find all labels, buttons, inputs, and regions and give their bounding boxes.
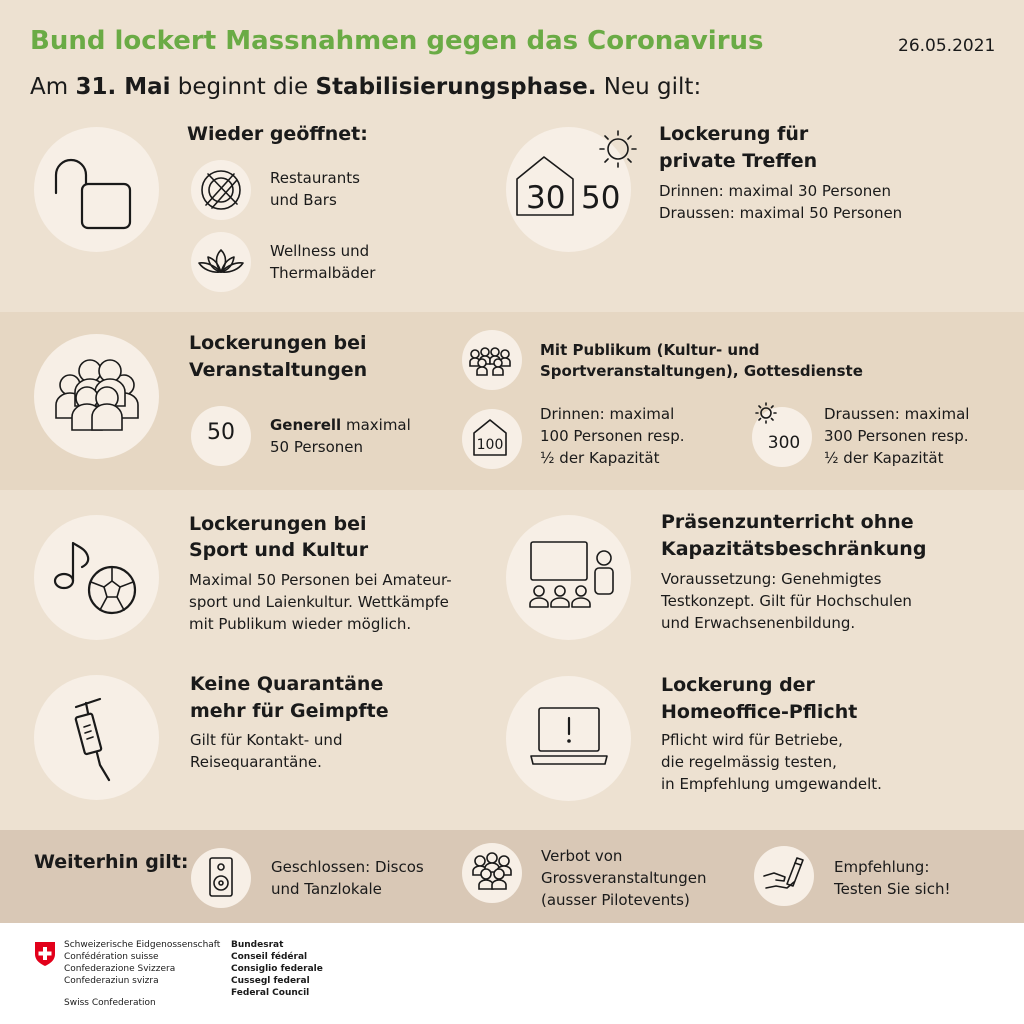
reopened-heading: Wieder geöffnet: — [187, 123, 368, 145]
confederation-fr: Confédération suisse — [64, 952, 159, 962]
open-padlock-icon — [34, 127, 159, 252]
sport-text-3: mit Publikum wieder möglich. — [189, 615, 412, 633]
general-limit-text-1: Generell maximal — [270, 416, 411, 434]
still-valid-label: Weiterhin gilt: — [34, 851, 189, 873]
homeoffice-heading-2: Homeoffice-Pflicht — [661, 701, 858, 723]
federal-council-fr: Conseil fédéral — [231, 952, 308, 962]
audience-text-2: Sportveranstaltungen), Gottesdienste — [540, 362, 863, 380]
events-heading-2: Veranstaltungen — [189, 359, 368, 381]
outdoor-sun-icon — [752, 407, 812, 467]
restaurants-text-2: und Bars — [270, 191, 337, 209]
sport-heading-2: Sport und Kultur — [189, 539, 369, 561]
large-crowd-icon — [462, 843, 522, 903]
crowd-icon — [34, 334, 159, 459]
federal-council-en: Federal Council — [231, 988, 310, 998]
wellness-text-1: Wellness und — [270, 242, 370, 260]
private-outdoor-text: Draussen: maximal 50 Personen — [659, 204, 903, 222]
audience-icon — [462, 330, 522, 390]
ban-text-3: (ausser Pilotevents) — [541, 891, 690, 909]
sport-text-2: sport und Laienkultur. Wettkämpfe — [189, 593, 449, 611]
classroom-icon — [506, 515, 631, 640]
test-text-2: Testen Sie sich! — [834, 880, 951, 898]
federal-council-rm: Cussegl federal — [231, 976, 310, 986]
private-heading-2: private Treffen — [659, 150, 818, 172]
homeoffice-text-3: in Empfehlung umgewandelt. — [661, 775, 882, 793]
laptop-warning-icon — [506, 676, 631, 801]
swiss-flag-icon — [33, 941, 57, 967]
confederation-en: Swiss Confederation — [64, 998, 156, 1008]
sport-text-1: Maximal 50 Personen bei Amateur- — [189, 571, 452, 589]
outdoor-events-text-1: Draussen: maximal — [824, 405, 970, 423]
general-limit-number: 50 — [207, 420, 235, 445]
indoor-events-text-3: ½ der Kapazität — [540, 449, 660, 467]
speaker-icon — [191, 848, 251, 908]
outdoor-events-number: 300 — [767, 433, 801, 453]
homeoffice-text-1: Pflicht wird für Betriebe, — [661, 731, 843, 749]
music-note-ball-icon — [34, 515, 159, 640]
indoor-house-icon — [462, 409, 522, 469]
syringe-icon — [34, 675, 159, 800]
school-heading-1: Präsenzunterricht ohne — [661, 511, 914, 533]
events-heading-1: Lockerungen bei — [189, 332, 367, 354]
plate-cutlery-icon — [191, 160, 251, 220]
indoor-events-text-2: 100 Personen resp. — [540, 427, 685, 445]
wellness-text-2: Thermalbäder — [270, 264, 376, 282]
federal-council-de: Bundesrat — [231, 940, 284, 950]
outdoor-events-text-2: 300 Personen resp. — [824, 427, 969, 445]
indoor-events-text-1: Drinnen: maximal — [540, 405, 675, 423]
audience-text-1: Mit Publikum (Kultur- und — [540, 341, 760, 359]
homeoffice-text-2: die regelmässig testen, — [661, 753, 837, 771]
confederation-it: Confederazione Svizzera — [64, 964, 176, 974]
private-outdoor-number: 50 — [581, 180, 621, 216]
general-limit-text-2: 50 Personen — [270, 438, 363, 456]
ban-text-1: Verbot von — [541, 847, 623, 865]
closed-text-1: Geschlossen: Discos — [271, 858, 424, 876]
federal-council-it: Consiglio federale — [231, 964, 323, 974]
confederation-rm: Confederaziun svizra — [64, 976, 159, 986]
school-text-2: Testkonzept. Gilt für Hochschulen — [661, 592, 912, 610]
subtitle: Am 31. Mai beginnt die Stabilisierungsphase. Neu gilt: — [30, 74, 702, 100]
private-indoor-number: 30 — [526, 180, 566, 216]
school-text-3: und Erwachsenenbildung. — [661, 614, 856, 632]
quarantine-heading-1: Keine Quarantäne — [190, 673, 384, 695]
quarantine-text-1: Gilt für Kontakt- und — [190, 731, 343, 749]
homeoffice-heading-1: Lockerung der — [661, 674, 815, 696]
closed-text-2: und Tanzlokale — [271, 880, 382, 898]
quarantine-text-2: Reisequarantäne. — [190, 753, 322, 771]
outdoor-events-text-3: ½ der Kapazität — [824, 449, 944, 467]
test-kit-hand-icon — [754, 846, 814, 906]
private-heading-1: Lockerung für — [659, 123, 809, 145]
page-title: Bund lockert Massnahmen gegen das Coronavirus — [30, 26, 764, 56]
test-text-1: Empfehlung: — [834, 858, 930, 876]
quarantine-heading-2: mehr für Geimpfte — [190, 700, 389, 722]
lotus-icon — [191, 232, 251, 292]
indoor-events-number: 100 — [476, 437, 504, 453]
ban-text-2: Grossveranstaltungen — [541, 869, 707, 887]
confederation-de: Schweizerische Eidgenossenschaft — [64, 940, 221, 950]
publication-date: 26.05.2021 — [898, 36, 996, 56]
school-text-1: Voraussetzung: Genehmigtes — [661, 570, 882, 588]
private-indoor-text: Drinnen: maximal 30 Personen — [659, 182, 892, 200]
sport-heading-1: Lockerungen bei — [189, 513, 367, 535]
school-heading-2: Kapazitätsbeschränkung — [661, 538, 927, 560]
house-sun-icon — [506, 127, 631, 252]
restaurants-text-1: Restaurants — [270, 169, 360, 187]
